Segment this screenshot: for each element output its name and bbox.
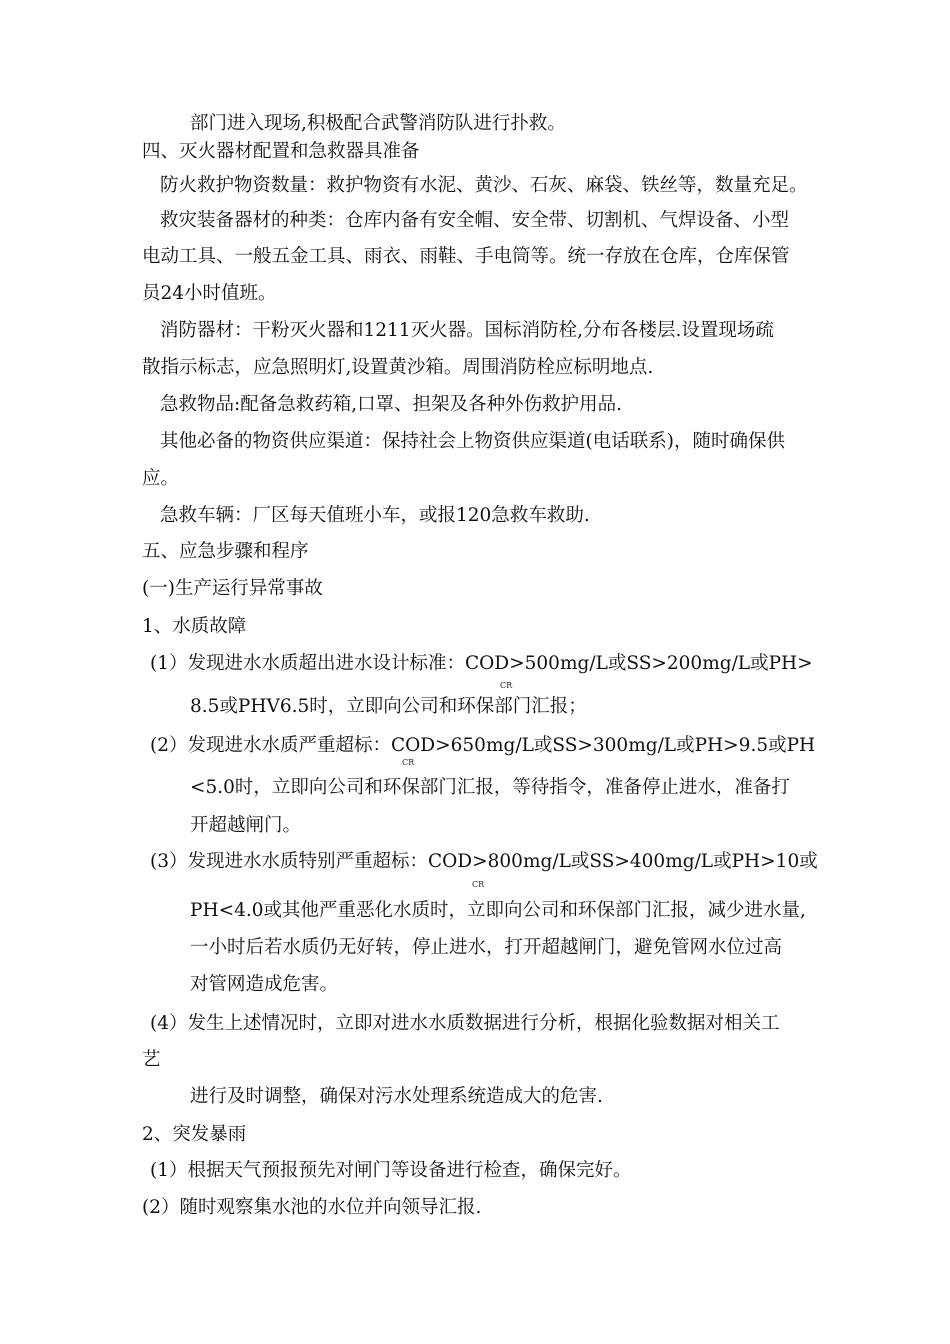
text-line: 救灾装备器材的种类：仓库内备有安全帽、安全带、切割机、气焊设备、小型 [160, 210, 790, 231]
list-item: (3）发现进水水质特别严重超标：COD>800mg/L或SS>400mg/L或PH>10或 [150, 851, 818, 872]
text-line: 防火救护物资数量：救护物资有水泥、黄沙、石灰、麻袋、铁丝等，数量充足。 [160, 175, 808, 196]
list-item-continuation: PH<4.0或其他严重恶化水质时，立即向公司和环保部门汇报，减少进水量, [190, 900, 806, 921]
subsection-heading: 1、水质故障 [142, 616, 247, 637]
list-item-continuation: <5.0时，立即向公司和环保部门汇报，等待指令，准备停止进水，准备打 [190, 777, 790, 798]
list-item: (1）根据天气预报预先对闸门等设备进行检查，确保完好。 [150, 1160, 632, 1181]
list-item-continuation: 艺 [142, 1049, 161, 1070]
list-item-continuation: 对管网造成危害。 [190, 974, 339, 995]
list-item: (1）发现进水水质超出进水设计标准：COD>500mg/L或SS>200mg/L或PH> [150, 653, 813, 674]
subscript: CR [472, 880, 485, 889]
subsection-heading: (一)生产运行异常事故 [142, 578, 323, 599]
list-item-continuation: 一小时后若水质仍无好转，停止进水，打开超越闸门，避免管网水位过高 [190, 937, 783, 958]
subscript: CR [402, 758, 415, 767]
subsection-heading: 2、突发暴雨 [142, 1124, 247, 1145]
text-line: 部门进入现场,积极配合武警消防队进行扑救。 [190, 113, 566, 134]
text-line: 急救车辆：厂区每天值班小车，或报120急救车救助. [160, 505, 590, 526]
list-item: (2）发现进水水质严重超标：COD>650mg/L或SS>300mg/L或PH>9.5或PH [150, 735, 816, 756]
subscript: CR [500, 681, 513, 690]
list-item-continuation: 开超越闸门。 [190, 815, 302, 836]
text-line: 应。 [142, 468, 180, 489]
text-line: 消防器材：干粉灭火器和1211灭火器。国标消防栓,分布各楼层.设置现场疏 [160, 320, 774, 341]
section-heading: 四、灭火器材配置和急救器具准备 [142, 141, 420, 162]
text-line: 急救物品:配备急救药箱,口罩、担架及各种外伤救护用品. [160, 394, 622, 415]
list-item-continuation: 进行及时调整，确保对污水处理系统造成大的危害. [190, 1086, 603, 1107]
text-line: 电动工具、一般五金工具、雨衣、雨鞋、手电筒等。统一存放在仓库，仓库保管 [142, 246, 790, 267]
list-item: (4）发生上述情况时，立即对进水水质数据进行分析，根据化验数据对相关工 [150, 1013, 780, 1034]
text-line: 其他必备的物资供应渠道：保持社会上物资供应渠道(电话联系)，随时确保供 [160, 431, 785, 452]
section-heading: 五、应急步骤和程序 [142, 541, 309, 562]
list-item-continuation: 8.5或PHV6.5时，立即向公司和环保部门汇报； [190, 696, 587, 717]
list-item: (2）随时观察集水池的水位并向领导汇报. [142, 1197, 482, 1218]
text-line: 员24小时值班。 [142, 283, 277, 304]
text-line: 散指示标志，应急照明灯,设置黄沙箱。周围消防栓应标明地点. [142, 357, 654, 378]
